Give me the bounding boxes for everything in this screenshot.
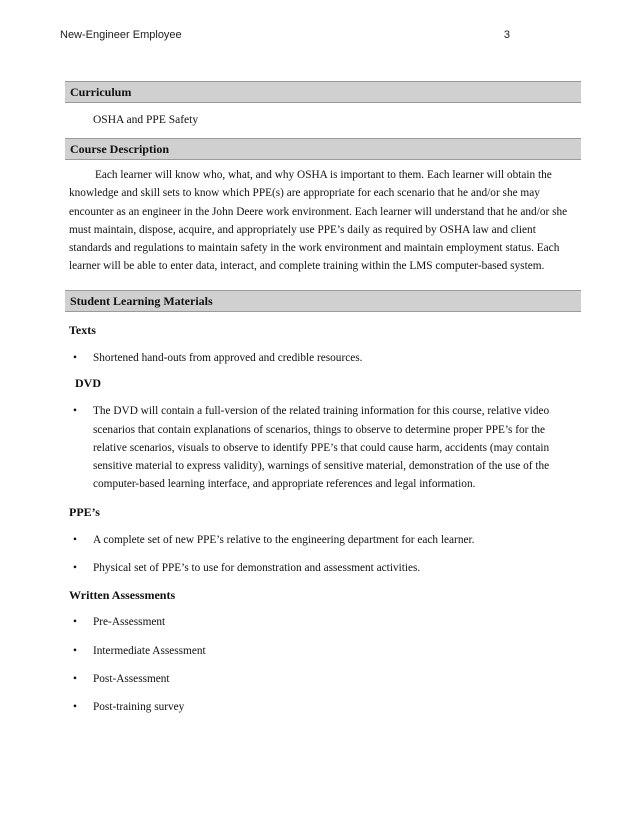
subheading-dvd: DVD xyxy=(75,376,101,391)
header-title: New-Engineer Employee xyxy=(60,29,182,41)
bullet-icon: • xyxy=(73,644,77,657)
list-item: • Post-Assessment xyxy=(65,670,581,688)
section-heading-curriculum: Curriculum xyxy=(65,81,581,103)
bullet-icon: • xyxy=(73,352,77,364)
page-number: 3 xyxy=(503,29,510,41)
list-item: • Physical set of PPE’s to use for demonstration and assessment activities. xyxy=(65,559,581,577)
ppes-list xyxy=(65,531,581,578)
bullet-icon: • xyxy=(73,562,77,575)
running-header xyxy=(60,29,510,41)
bullet-icon: • xyxy=(73,672,77,685)
list-item: • Shortened hand-outs from approved and credible resources. xyxy=(65,349,581,367)
course-description-text: Each learner will know who, what, and why OSHA is important to them. Each learner will obtain the knowledge and skill sets to know which PPE(s) are appropriate for each scenario that he and/or she may encounter as an engineer in the John Deere work environment. Each learner will understand that he and/or she must maintain, dispose, acquire, and appropriately use PPE’s daily as required by OSHA law and client standards and regulations to maintain safety in the work environment and maintain employment status. Each learner will be able to enter data, interact, and complete training within the LMS computer-based system. xyxy=(69,169,568,273)
section-heading-materials: Student Learning Materials xyxy=(65,290,581,312)
bullet-icon: • xyxy=(73,405,77,418)
list-item: • Post-training survey xyxy=(65,698,581,716)
dvd-list xyxy=(65,402,581,493)
section-heading-course-description: Course Description xyxy=(65,138,581,160)
list-item: • The DVD will contain a full-version of the related training information for this course, relative video scenarios that contain explanations of scenarios, things to observe to determine proper PPE’s for the relative scenarios, visuals to observe to identify PPE’s that could cause harm, accidents (may contain sensitive material to express validity), warnings of sensitive material, demonstration of the use of the computer-based learning interface, and appropriate references and legal information. xyxy=(65,402,581,493)
bullet-icon: • xyxy=(73,701,77,714)
document-body xyxy=(65,81,581,717)
subheading-ppes: PPE’s xyxy=(69,504,100,519)
bullet-icon: • xyxy=(73,533,77,546)
curriculum-value: OSHA and PPE Safety xyxy=(93,114,199,126)
assessments-list xyxy=(65,613,581,716)
list-item: • Pre-Assessment xyxy=(65,613,581,631)
list-item: • Intermediate Assessment xyxy=(65,642,581,660)
subheading-texts: Texts xyxy=(69,323,96,337)
bullet-icon: • xyxy=(73,616,77,629)
subheading-assessments: Written Assessments xyxy=(69,588,176,603)
list-item: • A complete set of new PPE’s relative to the engineering department for each learner. xyxy=(65,531,581,549)
texts-list xyxy=(65,349,581,367)
